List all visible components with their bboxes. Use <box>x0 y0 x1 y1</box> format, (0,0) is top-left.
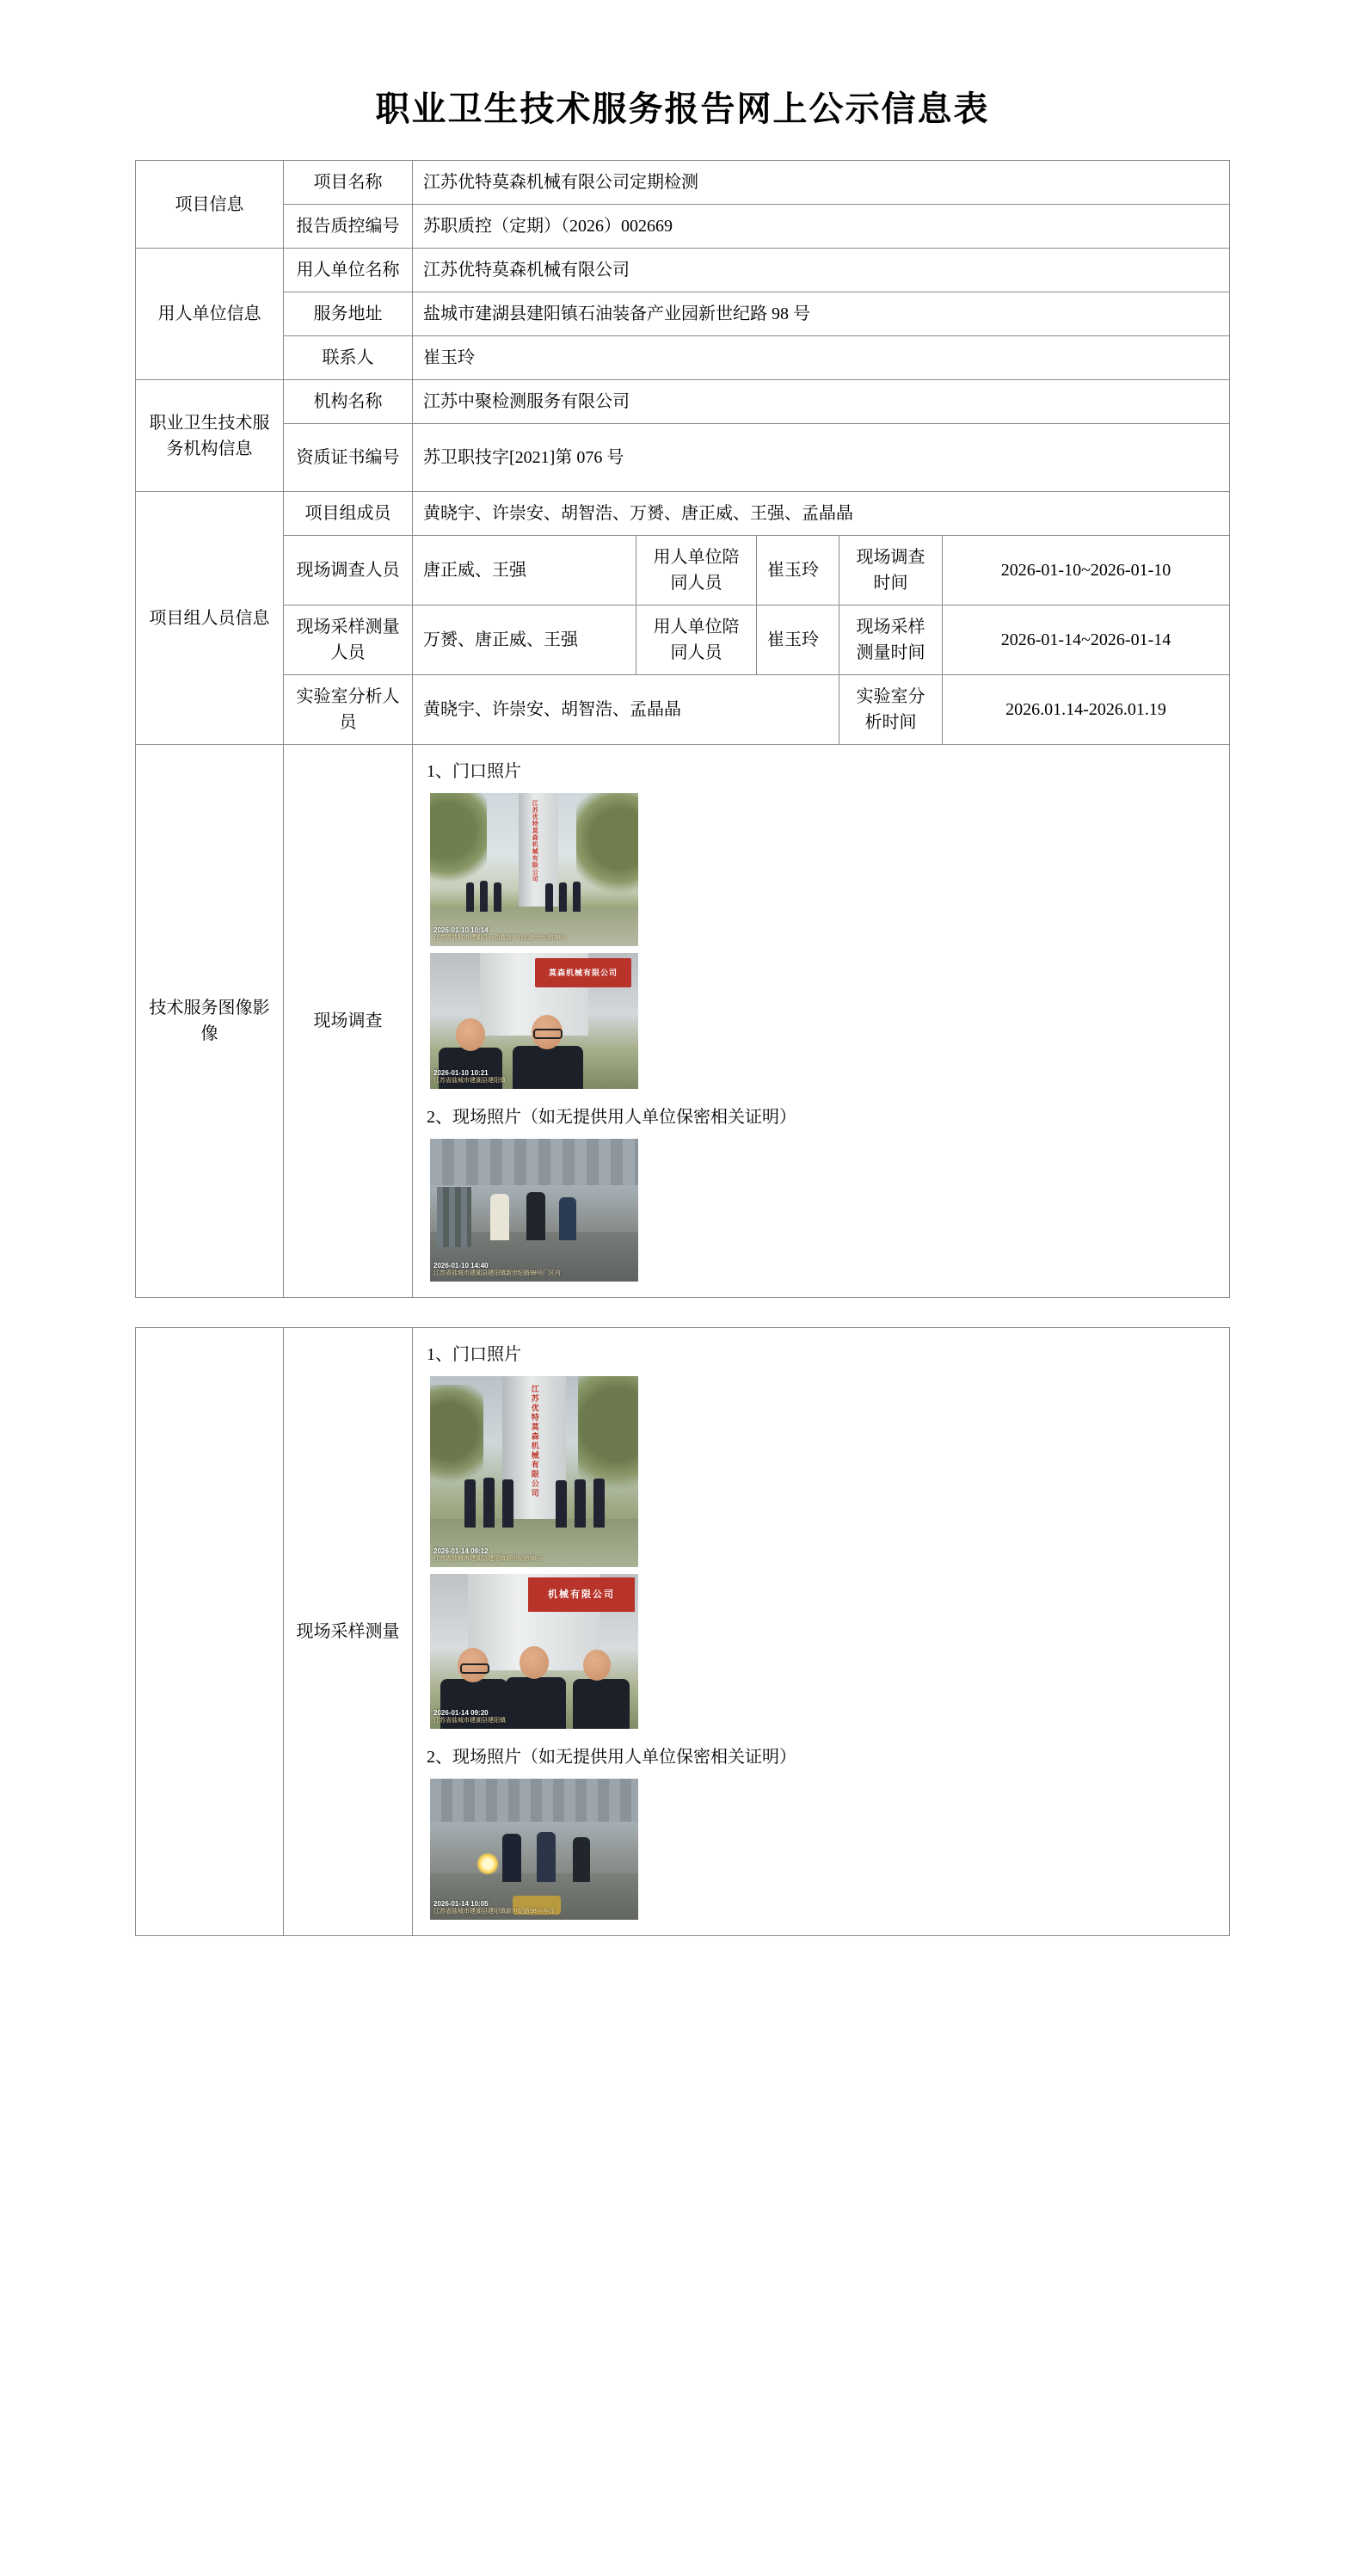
photo-stamp-time: 2026-01-10 10:14 <box>433 926 489 935</box>
field-value-cert-no: 苏卫职技字[2021]第 076 号 <box>413 424 1230 492</box>
page-title: 职业卫生技术服务报告网上公示信息表 <box>375 89 990 128</box>
photo-stamp-address: 江苏省盐城市建湖县建阳镇 <box>433 1718 506 1725</box>
glasses-icon <box>460 1663 489 1674</box>
field-value-project-name: 江苏优特莫森机械有限公司定期检测 <box>413 161 1230 205</box>
photo-workshop-survey <box>430 1139 638 1282</box>
caption-site-photo: 2、现场照片（如无提供用人单位保密相关证明） <box>427 1108 796 1127</box>
field-label-site-survey: 现场调查 <box>284 745 413 1298</box>
person-head-right <box>583 1650 611 1681</box>
field-value-sampling-time: 2026-01-14~2026-01-14 <box>943 606 1230 675</box>
field-label-survey-accompany: 用人单位陪同人员 <box>636 536 757 606</box>
public-disclosure-table <box>135 160 1230 1298</box>
table-row <box>136 424 1230 492</box>
table-row <box>136 336 1230 380</box>
field-label-project-name: 项目名称 <box>284 161 413 205</box>
worker-2 <box>526 1192 545 1240</box>
worker-3 <box>559 1197 576 1240</box>
gate-sign-text: 江苏优特莫森机械有限公司 <box>530 1385 539 1498</box>
photo-stamp-address: 江苏省盐城市建湖县建阳镇新世纪路98号 <box>433 1556 543 1563</box>
person-head-left <box>456 1018 485 1051</box>
media-group-site-sampling <box>413 1328 1230 1936</box>
public-disclosure-table-page2 <box>135 1327 1230 1936</box>
table-row <box>136 292 1230 336</box>
photo-selfie-sampling <box>430 1574 638 1729</box>
table-row <box>136 1328 1230 1936</box>
row-label-team-info: 项目组人员信息 <box>136 492 284 745</box>
field-label-contact: 联系人 <box>284 336 413 380</box>
field-label-cert-no: 资质证书编号 <box>284 424 413 492</box>
photo-stamp-time: 2026-01-14 10:05 <box>433 1900 489 1909</box>
field-value-survey-time: 2026-01-10~2026-01-10 <box>943 536 1230 606</box>
people-group <box>459 1474 614 1528</box>
photo-stamp-time: 2026-01-10 14:40 <box>433 1262 489 1270</box>
field-value-employer-name: 江苏优特莫森机械有限公司 <box>413 249 1230 292</box>
photo-stamp-address: 江苏省盐城市建湖县建阳镇新世纪路98号厂区内 <box>433 1270 561 1277</box>
welding-spark-decor <box>477 1853 499 1875</box>
field-value-report-no: 苏职质控（定期）（2026）002669 <box>413 205 1230 249</box>
field-label-survey-time: 现场调查时间 <box>839 536 943 606</box>
table-row <box>136 536 1230 606</box>
pipe-stack-decor <box>437 1187 471 1247</box>
field-value-agency-name: 江苏中聚检测服务有限公司 <box>413 380 1230 424</box>
table-row <box>136 161 1230 205</box>
media-group-site-survey <box>413 745 1230 1298</box>
photo-stamp-time: 2026-01-14 09:20 <box>433 1709 489 1718</box>
photo-stamp <box>433 1900 635 1916</box>
table-row <box>136 606 1230 675</box>
field-label-sampling-staff: 现场采样测量人员 <box>284 606 413 675</box>
field-value-address: 盐城市建湖县建阳镇石油装备产业园新世纪路 98 号 <box>413 292 1230 336</box>
person-head-middle <box>520 1646 549 1679</box>
table-row <box>136 205 1230 249</box>
photo-gate-survey <box>430 793 638 946</box>
field-label-sampling-time: 现场采样测量时间 <box>839 606 943 675</box>
field-label-address: 服务地址 <box>284 292 413 336</box>
photo-stamp <box>433 1547 635 1564</box>
tree-left-decor <box>430 793 487 888</box>
caption-gate-photo: 1、门口照片 <box>427 1345 521 1364</box>
caption-gate-photo: 1、门口照片 <box>427 762 521 781</box>
field-value-contact: 崔玉玲 <box>413 336 1230 380</box>
page-break <box>0 1298 1365 1327</box>
field-value-sampling-staff: 万赟、唐正威、王强 <box>413 606 636 675</box>
table-row <box>136 380 1230 424</box>
field-label-survey-staff: 现场调查人员 <box>284 536 413 606</box>
field-label-employer-name: 用人单位名称 <box>284 249 413 292</box>
caption-site-photo: 2、现场照片（如无提供用人单位保密相关证明） <box>427 1748 796 1767</box>
field-value-members: 黄晓宇、许崇安、胡智浩、万赟、唐正威、王强、孟晶晶 <box>413 492 1230 536</box>
field-label-agency-name: 机构名称 <box>284 380 413 424</box>
field-value-survey-accompany: 崔玉玲 <box>757 536 839 606</box>
company-sign: 莫森机械有限公司 <box>535 958 631 987</box>
field-label-report-no: 报告质控编号 <box>284 205 413 249</box>
field-label-site-sampling: 现场采样测量 <box>284 1328 413 1936</box>
worker-3 <box>573 1837 590 1882</box>
person-head-right <box>532 1015 563 1049</box>
tree-left-decor <box>430 1385 483 1488</box>
photo-stamp <box>433 1069 635 1085</box>
row-label-project-info: 项目信息 <box>136 161 284 249</box>
photo-gate-sampling <box>430 1376 638 1567</box>
photo-stamp <box>433 1709 635 1725</box>
roof-decor <box>430 1139 638 1185</box>
field-value-survey-staff: 唐正威、王强 <box>413 536 636 606</box>
table-row <box>136 675 1230 745</box>
row-label-employer-info: 用人单位信息 <box>136 249 284 380</box>
field-value-sampling-accompany: 崔玉玲 <box>757 606 839 675</box>
worker-1 <box>502 1834 521 1882</box>
field-value-lab-time: 2026.01.14-2026.01.19 <box>943 675 1230 745</box>
field-label-sampling-accompany: 用人单位陪同人员 <box>636 606 757 675</box>
photo-selfie-survey <box>430 953 638 1089</box>
table-row <box>136 249 1230 292</box>
photo-stamp <box>433 1262 635 1278</box>
worker-2 <box>537 1832 556 1882</box>
row-label-agency-info: 职业卫生技术服务机构信息 <box>136 380 284 492</box>
field-label-lab-time: 实验室分析时间 <box>839 675 943 745</box>
photo-stamp <box>433 926 635 943</box>
people-group <box>463 877 609 912</box>
row-label-empty <box>136 1328 284 1936</box>
row-label-media-info: 技术服务图像影像 <box>136 745 284 1298</box>
table-row <box>136 745 1230 1298</box>
photo-workshop-sampling <box>430 1779 638 1920</box>
glasses-icon <box>533 1029 563 1039</box>
roof-decor <box>430 1779 638 1822</box>
field-value-lab-staff: 黄晓宇、许崇安、胡智浩、孟晶晶 <box>413 675 839 745</box>
field-label-lab-staff: 实验室分析人员 <box>284 675 413 745</box>
photo-stamp-address: 江苏省盐城市建湖县石油装备产业园新世纪路98号 <box>433 935 567 942</box>
field-label-members: 项目组成员 <box>284 492 413 536</box>
photo-stamp-time: 2026-01-14 09:12 <box>433 1547 489 1556</box>
photo-stamp-address: 江苏省盐城市建湖县建阳镇 <box>433 1078 506 1085</box>
person-head-left <box>458 1648 489 1682</box>
worker-1 <box>490 1194 509 1240</box>
company-sign: 机械有限公司 <box>528 1577 635 1612</box>
photo-stamp-address: 江苏省盐城市建湖县建阳镇新世纪路98号车间 <box>433 1909 555 1915</box>
photo-stamp-time: 2026-01-10 10:21 <box>433 1069 489 1078</box>
gate-sign-text: 江苏优特莫森机械有限公司 <box>532 800 538 882</box>
table-row <box>136 492 1230 536</box>
